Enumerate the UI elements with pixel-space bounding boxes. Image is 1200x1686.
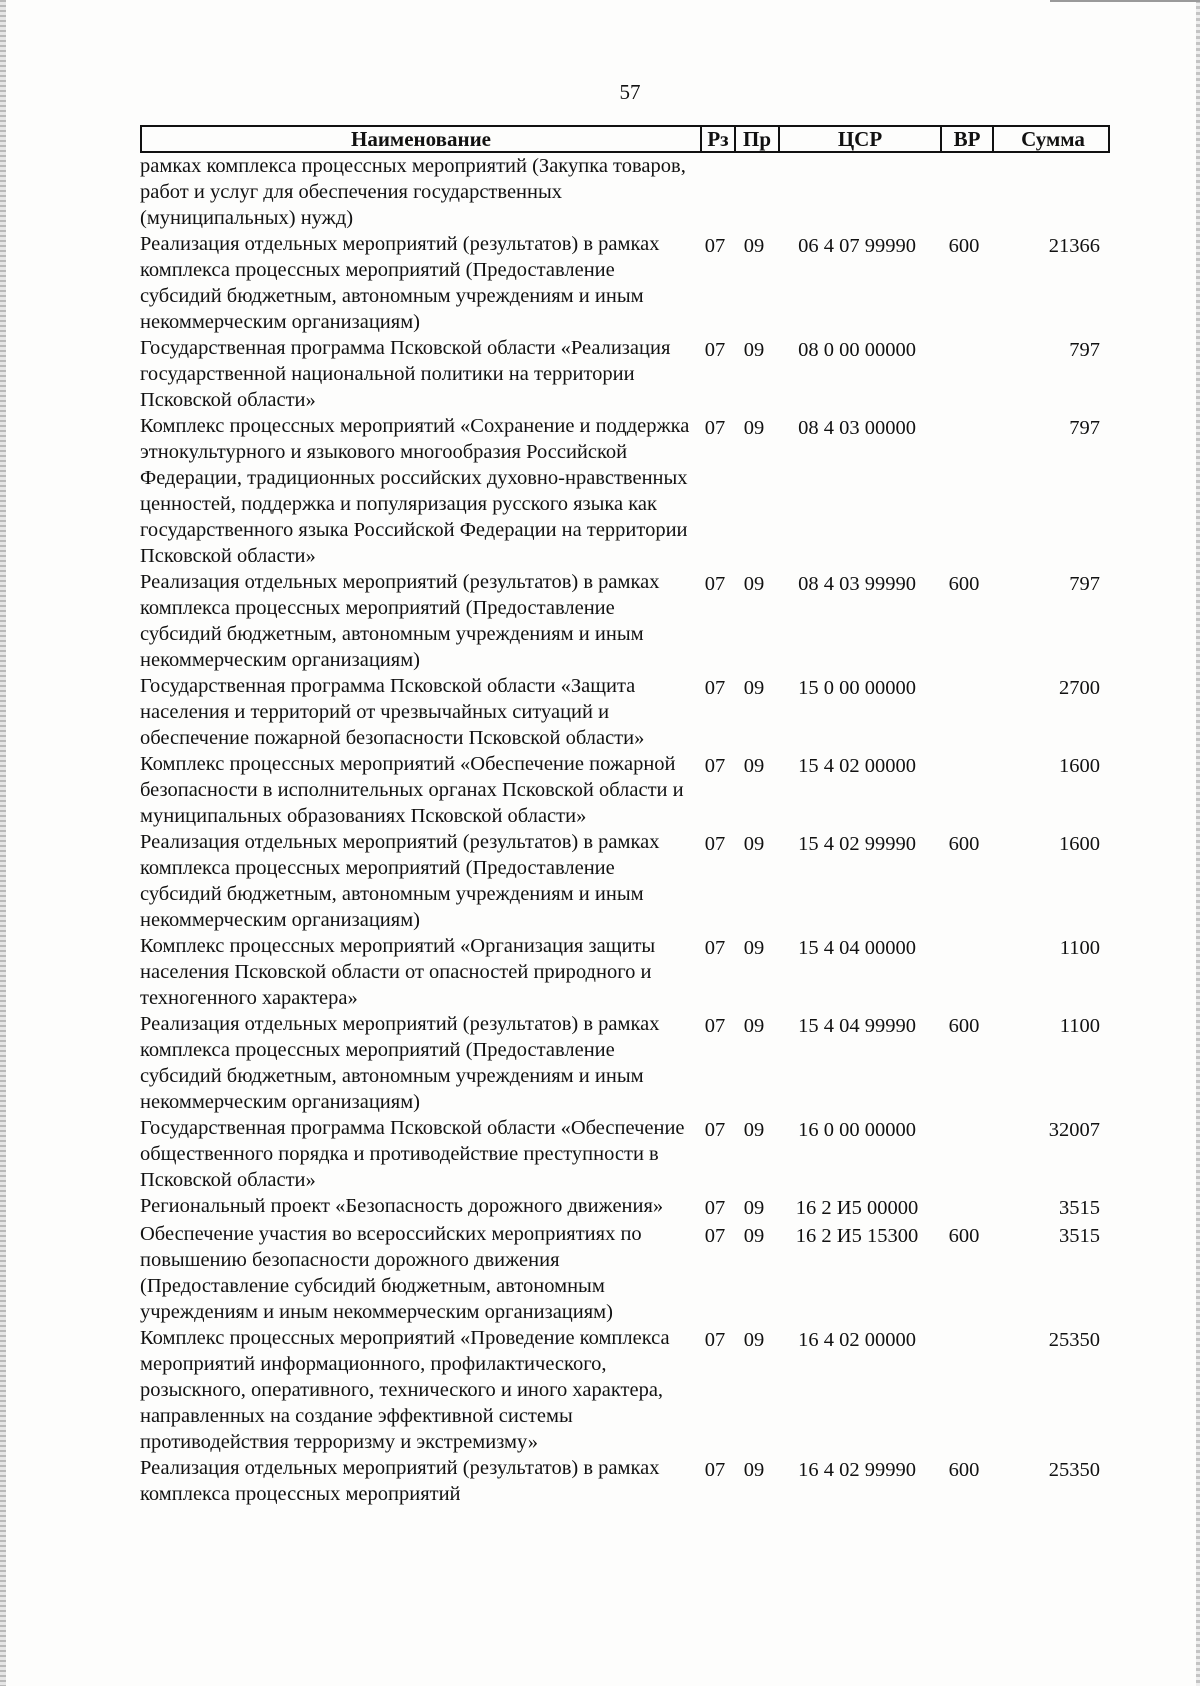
- header-sum: Сумма: [992, 127, 1112, 151]
- cell-csr: 16 2 И5 15300: [795, 1225, 919, 1247]
- cell-sum: 25350: [1048, 1459, 1100, 1481]
- cell-vr: 600: [948, 1015, 980, 1037]
- header-name: Наименование: [351, 127, 491, 151]
- table-row: [140, 1115, 1110, 1193]
- cell-pr: 09: [743, 573, 765, 595]
- cell-csr: 15 4 02 00000: [798, 755, 916, 777]
- table-row: [140, 1325, 1110, 1455]
- cell-pr: 09: [743, 755, 765, 777]
- cell-rz: 07: [704, 833, 726, 855]
- cell-vr: [938, 673, 990, 751]
- table-row: [140, 751, 1110, 829]
- cell-vr: 600: [948, 235, 980, 257]
- cell-csr: 08 4 03 99990: [798, 573, 916, 595]
- cell-pr: 09: [743, 235, 765, 257]
- table-row: [140, 1221, 1110, 1325]
- cell-vr: [938, 1325, 990, 1455]
- cell-pr: 09: [743, 937, 765, 959]
- scan-edge-left: [0, 0, 6, 1686]
- cell-vr: [938, 1193, 990, 1221]
- page-number: 57: [619, 80, 641, 104]
- cell-sum: 1600: [1059, 833, 1100, 855]
- cell-rz: [698, 153, 732, 231]
- table-row: [140, 335, 1110, 413]
- cell-pr: 09: [743, 1197, 765, 1219]
- header-rz: Рз: [700, 127, 734, 151]
- cell-csr: 16 2 И5 00000: [795, 1197, 919, 1219]
- cell-name: Реализация отдельных мероприятий (результатов) в рамках комплекса процессных мероприятий (Предоставление субсидий бюджетным, автономным учреждениям и иным некоммерческим организациям): [140, 571, 660, 671]
- cell-csr: 15 4 02 99990: [798, 833, 916, 855]
- cell-vr: [938, 153, 990, 231]
- cell-rz: 07: [704, 937, 726, 959]
- cell-name: Государственная программа Псковской области «Обеспечение общественного порядка и противодействие преступности в Псковской области»: [140, 1117, 685, 1191]
- cell-rz: 07: [704, 1015, 726, 1037]
- cell-csr: 16 0 00 00000: [798, 1119, 916, 1141]
- cell-pr: 09: [743, 677, 765, 699]
- table-row: [140, 153, 1110, 231]
- cell-vr: [938, 751, 990, 829]
- cell-vr: 600: [948, 833, 980, 855]
- cell-sum: 1100: [1059, 937, 1100, 959]
- cell-pr: 09: [743, 1329, 765, 1351]
- cell-sum: 797: [1069, 573, 1100, 595]
- cell-sum: 21366: [1048, 235, 1100, 257]
- cell-sum: 32007: [1048, 1119, 1100, 1141]
- cell-pr: 09: [743, 1015, 765, 1037]
- cell-pr: 09: [743, 1459, 765, 1481]
- cell-pr: [732, 153, 776, 231]
- cell-rz: 07: [704, 677, 726, 699]
- cell-vr: 600: [948, 573, 980, 595]
- cell-name: Государственная программа Псковской области «Реализация государственной национальной политики на территории Псковской области»: [140, 337, 671, 411]
- cell-csr: 08 0 00 00000: [798, 339, 916, 361]
- cell-name: Комплекс процессных мероприятий «Обеспечение пожарной безопасности в исполнительных органах Псковской области и муниципальных образованиях Псковской области»: [140, 753, 684, 827]
- table-row: [140, 1193, 1110, 1221]
- cell-rz: 07: [704, 339, 726, 361]
- cell-name: Государственная программа Псковской области «Защита населения и территорий от чрезвычайных ситуаций и обеспечение пожарной безопасности Псковской области»: [140, 675, 645, 749]
- cell-rz: 07: [704, 417, 726, 439]
- cell-csr: 16 4 02 00000: [798, 1329, 916, 1351]
- cell-csr: 16 4 02 99990: [798, 1459, 916, 1481]
- cell-rz: 07: [704, 1225, 726, 1247]
- cell-name: Комплекс процессных мероприятий «Организация защиты населения Псковской области от опасностей природного и техногенного характера»: [140, 935, 656, 1009]
- cell-vr: [938, 1115, 990, 1193]
- cell-csr: 15 0 00 00000: [798, 677, 916, 699]
- cell-pr: 09: [743, 417, 765, 439]
- scan-edge-right: [1196, 0, 1200, 1686]
- cell-rz: 07: [704, 755, 726, 777]
- cell-sum: 3515: [1059, 1197, 1100, 1219]
- cell-sum: 1600: [1059, 755, 1100, 777]
- cell-sum: 3515: [1059, 1225, 1100, 1247]
- header-vr: ВР: [940, 127, 992, 151]
- table-row: [140, 1011, 1110, 1115]
- cell-vr: [938, 933, 990, 1011]
- cell-rz: 07: [704, 235, 726, 257]
- cell-name: Реализация отдельных мероприятий (результатов) в рамках комплекса процессных мероприятий: [140, 1457, 660, 1505]
- cell-rz: 07: [704, 1329, 726, 1351]
- table-row: [140, 1455, 1110, 1507]
- cell-name: Реализация отдельных мероприятий (результатов) в рамках комплекса процессных мероприятий (Предоставление субсидий бюджетным, автономным учреждениям и иным некоммерческим организациям): [140, 831, 660, 931]
- cell-name: Региональный проект «Безопасность дорожного движения»: [140, 1195, 664, 1217]
- cell-vr: 600: [948, 1225, 980, 1247]
- cell-rz: 07: [704, 1197, 726, 1219]
- cell-csr: 08 4 03 00000: [798, 417, 916, 439]
- scan-edge-top: [1050, 0, 1200, 2]
- cell-sum: 2700: [1059, 677, 1100, 699]
- cell-name: Реализация отдельных мероприятий (результатов) в рамках комплекса процессных мероприятий (Предоставление субсидий бюджетным, автономным учреждениям и иным некоммерческим организациям): [140, 1013, 660, 1113]
- cell-sum: 797: [1069, 417, 1100, 439]
- cell-name: Реализация отдельных мероприятий (результатов) в рамках комплекса процессных мероприятий (Предоставление субсидий бюджетным, автономным учреждениям и иным некоммерческим организациям): [140, 233, 660, 333]
- cell-csr: 15 4 04 99990: [798, 1015, 916, 1037]
- table-row: [140, 673, 1110, 751]
- header-pr: Пр: [734, 127, 778, 151]
- header-csr: ЦСР: [778, 127, 940, 151]
- cell-sum: [990, 153, 1110, 231]
- cell-sum: 797: [1069, 339, 1100, 361]
- cell-sum: 1100: [1059, 1015, 1100, 1037]
- table-body: [140, 153, 1110, 1507]
- table-row: [140, 413, 1110, 569]
- cell-pr: 09: [743, 1225, 765, 1247]
- table-header: [140, 125, 1110, 153]
- cell-csr: 15 4 04 00000: [798, 937, 916, 959]
- cell-rz: 07: [704, 1459, 726, 1481]
- cell-rz: 07: [704, 1119, 726, 1141]
- cell-name: Комплекс процессных мероприятий «Сохранение и поддержка этнокультурного и языкового многообразия Российской Федерации, традиционных российских духовно-нравственных ценностей, поддержка и популяризация русского языка как государственного языка Российской Федерации на территории Псковской области»: [140, 415, 690, 567]
- cell-csr: 06 4 07 99990: [798, 235, 916, 257]
- cell-sum: 25350: [1048, 1329, 1100, 1351]
- cell-rz: 07: [704, 573, 726, 595]
- cell-vr: 600: [948, 1459, 980, 1481]
- cell-pr: 09: [743, 339, 765, 361]
- cell-csr: [776, 153, 938, 231]
- table-row: [140, 829, 1110, 933]
- budget-table: [140, 125, 1110, 1507]
- table-row: [140, 231, 1110, 335]
- cell-pr: 09: [743, 833, 765, 855]
- cell-name: Обеспечение участия во всероссийских мероприятиях по повышению безопасности дорожного движения (Предоставление субсидий бюджетным, автономным учреждениям и иным некоммерческим организациям): [140, 1223, 642, 1323]
- cell-vr: [938, 413, 990, 569]
- table-row: [140, 933, 1110, 1011]
- cell-name: Комплекс процессных мероприятий «Проведение комплекса мероприятий информационного, профилактического, розыскного, оперативного, технического и иного характера, направленных на создание эффективной системы противодействия терроризму и экстремизму»: [140, 1327, 670, 1453]
- cell-vr: [938, 335, 990, 413]
- cell-pr: 09: [743, 1119, 765, 1141]
- table-row: [140, 569, 1110, 673]
- cell-name: рамках комплекса процессных мероприятий (Закупка товаров, работ и услуг для обеспечения государственных (муниципальных) нужд): [140, 155, 686, 229]
